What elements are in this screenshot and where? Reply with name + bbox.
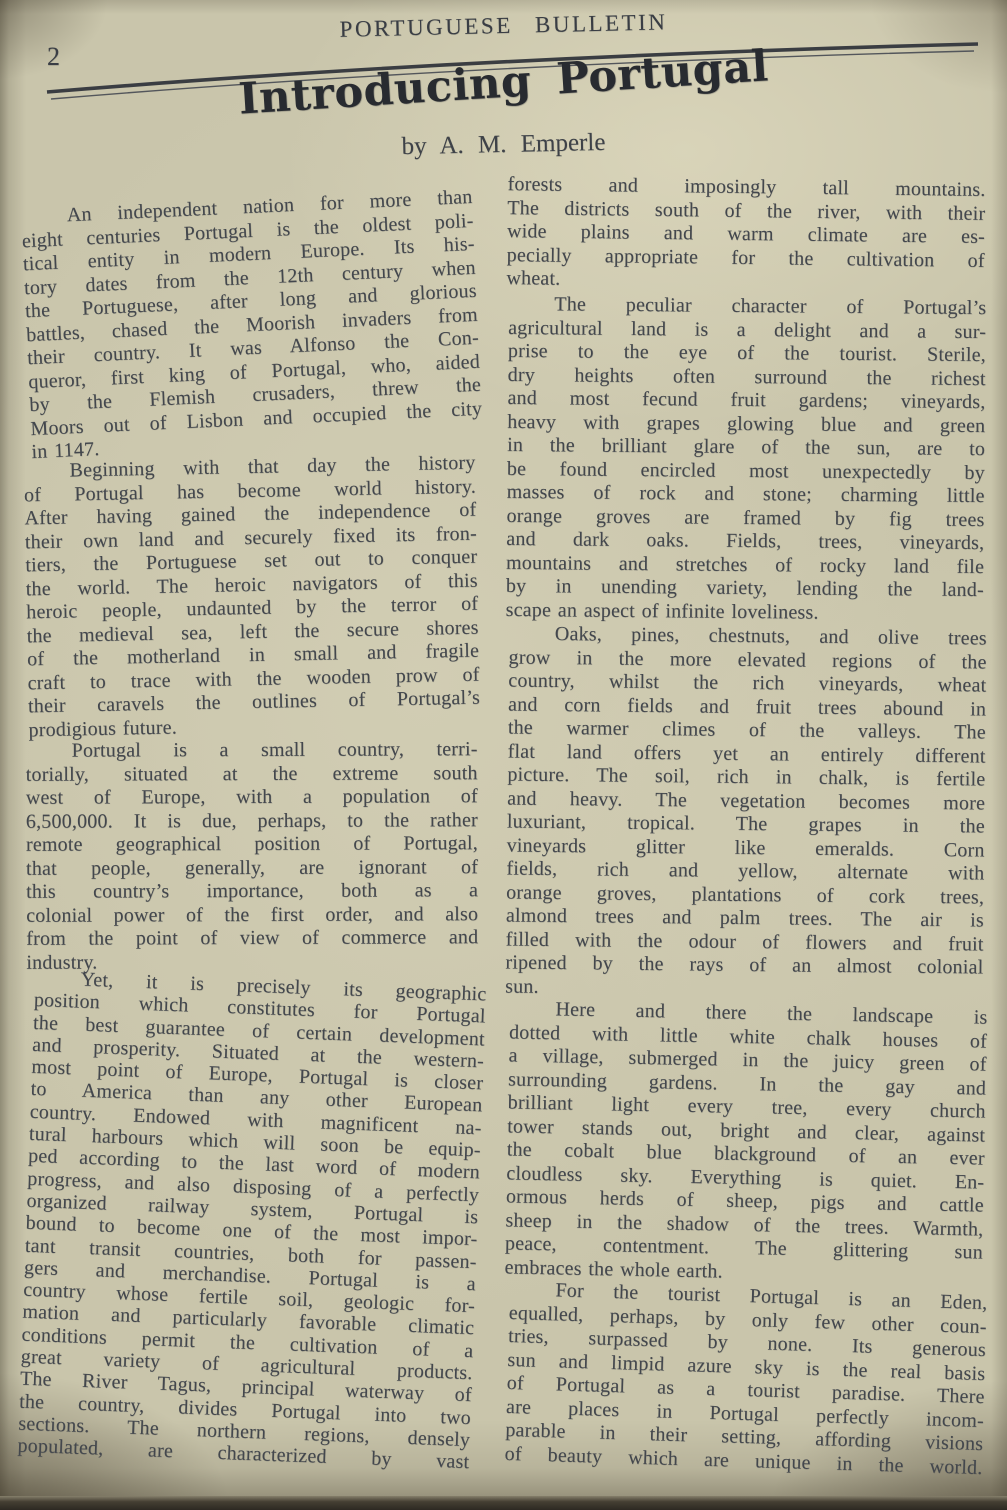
paragraph-body: Oaks, pines, chestnuts, and olive trees grow in the more elevated regions of the country, whilst the rich vineyards, wheat and corn fields and fruit trees abound in the warmer climes of the valleys. The flat land offers yet an entirely different picture. The soil, rich in chalk, is fertile and heavy. The vegetation becomes more luxuriant, tropical. The grapes in the vineyards glitter like emeralds. Corn fields, rich and yellow, alternate with orange groves, plantations of cork trees, almond trees and palm trees. The air is filled with the odour of flowers and fruit ripened by the rays of an almost colonial [505,622,987,978]
paragraph-left-4 [17,966,487,1473]
paragraph-last-line: scape an aspect of infinite loveliness. [505,597,819,623]
paragraph-left-2 [23,451,480,742]
paragraph-body: Yet, it is precisely its geographic position which constitutes for Portugal the best guarantee of certain development and prosperity. Situated at the western- most point of Europe, Portugal is closer to America than any other European country. Endowed with magnificent na- tural harbours which will soon be equip- ped according to the last word of modern progress, and also disposing of a perfectly organized railway system, Portugal is bound to become one of the most impor- tant transit countries, both for passen- gers and merchandise. Portugal is a country whose fertile soil, geologic for- mation and particularly favorable climatic conditions permit the cultivation of a great variety of agricultural products. The River Tagus, principal waterway of the country, divides Portugal into two sections. The northern regions, densely populated, are characterized by vast [17,968,487,1473]
right-column [504,173,988,1479]
paragraph-body: Portugal is a small country, terri- torially, situated at the extreme south west of Europe, with a population of 6,500,000. It is due, perhaps, to the rather remote geographical position of Portugal, that people, generally, are ignorant of this country’s importance, both as a colonial power of the first order, and also from the point of view of commerce and [25,737,479,950]
paragraph-body: For the tourist Portugal is an Eden, equalled, perhaps, by only few other coun- tries, surpassed by none. Its generous sun and limpid azure sky is the real basis of Portugal as a tourist paradise. There are places in Portugal perfectly incom- parable in their setting, affording visions of beauty which are unique in the world. [504,1278,988,1479]
paragraph-right-4 [504,997,987,1288]
paragraph-right-5 [504,1277,987,1479]
paragraph-body: An independent nation for more than eight centuries Portugal is the oldest poli- tical entity in modern Europe. Its his- tory dates from the 12th century when the Portuguese, after long and glorious battles, chased the Moorish invaders from their country. It was Alfonso the Con- queror, first king of Portugal, who, aided by the Flemish crusaders, threw the Moors out of Lisbon and occupied the city [21,185,483,440]
page-number: 2 [47,42,60,71]
paragraph-left-1 [20,186,483,465]
paragraph-right-2 [506,292,987,625]
paragraph-last-line: wheat. [506,267,561,290]
paragraph-left-3 [26,738,479,975]
paragraph-right-3 [505,622,987,1003]
paragraph-last-line: embraces the whole earth. [504,1255,724,1282]
paragraph-last-line: in 1147. [31,438,100,464]
paragraph-body: forests and imposingly tall mountains. The districts south of the river, with their wide plains and warm climate are es- pecially appropriate for the cultivation of [506,173,986,272]
left-column [17,185,487,1473]
paragraph-last-line: industry. [26,950,98,973]
paragraph-body: The peculiar character of Portugal’s agricultural land is a delight and a sur- prise to the eye of the tourist. Sterile, dry heights often surround the richest and most fecund fruit gardens; vineyards, heavy with grapes glowing blue and green in the brilliant glare of the sun, are to be found encircled most unexpectedly by masses of rock and stone; charming little orange groves are framed by fig trees and dark oaks. Fields, trees, vineyards, mountains and stretches of rocky land file by in unending variety, lending the land- [505,292,987,601]
byline: by A. M. Emperle [401,128,606,161]
article-title: Introducing Portugal [237,41,770,125]
paragraph-right-1 [506,173,985,296]
masthead: PORTUGUESE BULLETIN [339,9,668,42]
paragraph-body: Here and there the landscape is dotted with little white chalk houses of a village, submerged in the juicy green of surrounding gardens. In the gay and brilliant light every tree, every church tower stands out, bright and clear, against the cobalt blue blackground of an ever cloudless sky. Everything is quiet. En- ormous herds of sheep, pigs and cattle sheep in the shadow of the trees. Warmth, peace, contentment. The glittering sun [504,997,988,1264]
scanner-bed-edge [0,1496,1007,1510]
paragraph-last-line: prodigious future. [28,715,178,741]
paragraph-body: Beginning with that day the history of Portugal has become world history. After having gained the independence of their own land and securely fixed its fron- tiers, the Portuguese set out to conquer the world. The heroic navigators of this heroic people, undaunted by the terror of the medieval sea, left the secure shores of the motherland in small and fragile craft to trace with the wooden prow of their caravels the outlines of Portugal’s [23,451,481,717]
paragraph-last-line: sun. [505,974,539,997]
